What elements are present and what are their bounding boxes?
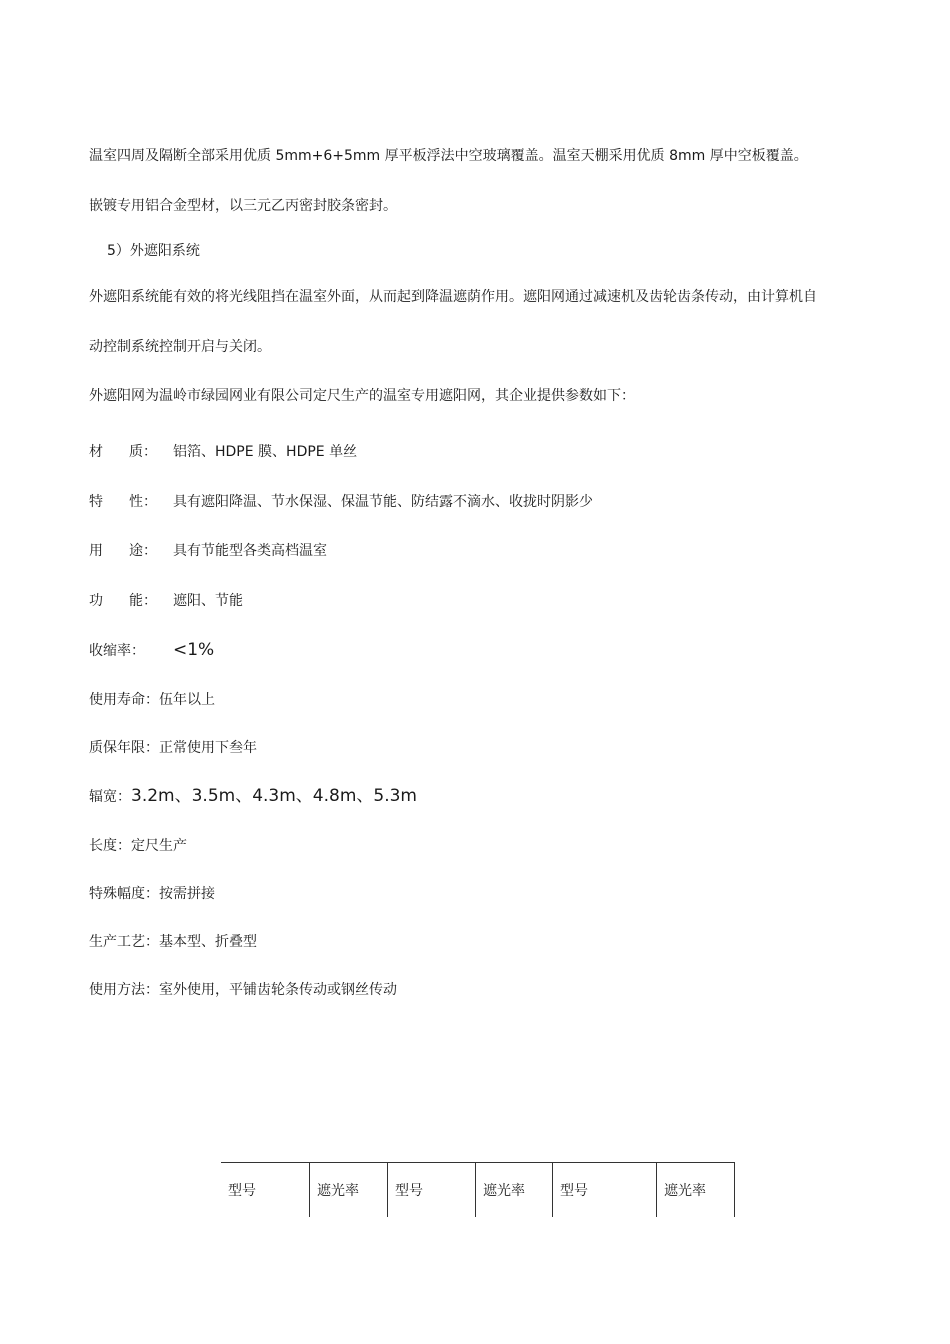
paragraph-shading-system-line2: 动控制系统控制开启与关闭。 <box>89 339 271 355</box>
spec-method <box>89 980 397 1000</box>
spec-label: 使用方法： <box>89 982 159 998</box>
spec-label-char1: 材 <box>89 444 103 460</box>
spec-value: 伍年以上 <box>159 692 215 708</box>
spec-width <box>89 786 417 807</box>
spec-label: 质保年限： <box>89 740 159 756</box>
table-header-cell: 型号 <box>553 1163 657 1218</box>
spec-value: 定尺生产 <box>131 838 187 854</box>
spec-label: 长度： <box>89 838 131 854</box>
table-header-cell: 遮光率 <box>476 1163 553 1218</box>
spec-label: 使用寿命： <box>89 692 159 708</box>
spec-label-char2: 性： <box>129 494 157 510</box>
spec-label-char2: 能： <box>129 593 157 609</box>
spec-value: 基本型、折叠型 <box>159 934 257 950</box>
spec-value: 3.2m、3.5m、4.3m、4.8m、5.3m <box>131 786 417 806</box>
paragraph-aluminum-profile: 嵌镀专用铝合金型材，以三元乙丙密封胶条密封。 <box>89 198 397 214</box>
spec-label-char2: 途： <box>129 543 157 559</box>
spec-value: 遮阳、节能 <box>173 593 243 609</box>
spec-value: 正常使用下叁年 <box>159 740 257 756</box>
spec-special-width <box>89 884 215 904</box>
spec-material <box>89 442 357 462</box>
section-heading-external-shading: 5）外遮阳系统 <box>107 243 200 259</box>
spec-label-char1: 特 <box>89 494 103 510</box>
spec-value: 具有节能型各类高档温室 <box>173 543 327 559</box>
spec-label: 生产工艺： <box>89 934 159 950</box>
spec-value: 具有遮阳降温、节水保湿、保温节能、防结露不滴水、收拢时阴影少 <box>173 494 593 510</box>
spec-usage <box>89 541 327 561</box>
table-header-row <box>221 1163 735 1218</box>
paragraph-shading-system-line1: 外遮阳系统能有效的将光线阻挡在温室外面，从而起到降温遮荫作用。遮阳网通过减速机及齿轮齿条传动，由计算机自 <box>89 289 817 305</box>
spec-value: 铝箔、HDPE 膜、HDPE 单丝 <box>173 444 358 460</box>
spec-warranty <box>89 738 257 758</box>
spec-label: 特殊幅度： <box>89 886 159 902</box>
spec-value: <1% <box>173 640 215 660</box>
spec-function <box>89 591 243 611</box>
spec-label-char2: 质： <box>129 444 157 460</box>
spec-property <box>89 492 593 512</box>
spec-label: 辐宽： <box>89 789 131 805</box>
spec-label: 收缩率： <box>89 643 145 659</box>
spec-label-char1: 用 <box>89 543 103 559</box>
spec-process <box>89 932 257 952</box>
spec-length <box>89 836 187 856</box>
paragraph-glass-covering: 温室四周及隔断全部采用优质 5mm+6+5mm 厚平板浮法中空玻璃覆盖。温室天棚采用优质 8mm 厚中空板覆盖。 <box>89 148 808 164</box>
spec-value: 室外使用，平铺齿轮条传动或钢丝传动 <box>159 982 397 998</box>
spec-service-life <box>89 690 215 710</box>
spec-label-char1: 功 <box>89 593 103 609</box>
spec-shrink-rate <box>89 640 214 661</box>
spec-value: 按需拼接 <box>159 886 215 902</box>
shading-rate-table <box>221 1162 735 1217</box>
table-header-cell: 遮光率 <box>310 1163 388 1218</box>
table-header-cell: 遮光率 <box>657 1163 735 1218</box>
table-header-cell: 型号 <box>388 1163 476 1218</box>
paragraph-supplier-intro: 外遮阳网为温岭市绿园网业有限公司定尺生产的温室专用遮阳网，其企业提供参数如下： <box>89 388 635 404</box>
table-header-cell: 型号 <box>221 1163 310 1218</box>
